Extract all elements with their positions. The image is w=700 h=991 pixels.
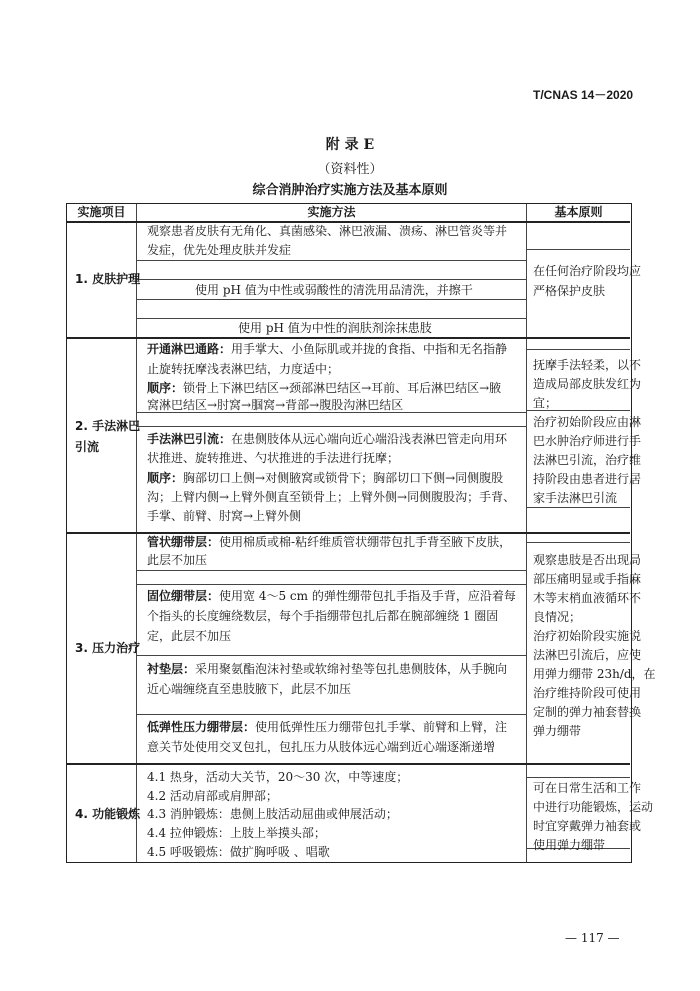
method-line: 使用 pH 值为中性的润肤剂涂抹患肢 bbox=[238, 321, 432, 335]
table-title: 综合消肿治疗实施方法及基本原则 bbox=[252, 183, 448, 198]
header-method: 实施方法 bbox=[307, 205, 356, 219]
method-text: 锁骨上下淋巴结区→颈部淋巴结区→耳前、耳后淋巴结区→腋 bbox=[183, 381, 502, 395]
principle-line: 时宜穿戴弹力袖套或 bbox=[533, 819, 642, 833]
method-line: 4.5 呼吸锻炼：做扩胸呼吸 、唱歌 bbox=[147, 845, 330, 859]
method-line: 手掌、前臂、肘窝→上臂外侧 bbox=[147, 509, 302, 523]
principle-line: 造成局部皮肤发红为 bbox=[533, 377, 642, 391]
principle-line: 中进行功能锻炼，运动 bbox=[533, 800, 654, 814]
principle-line: 弹力绷带 bbox=[533, 724, 582, 738]
header-item: 实施项目 bbox=[77, 205, 126, 219]
appendix-title: 附 录 E bbox=[325, 137, 375, 153]
method-text: 使用宽 4～5 cm 的弹性绷带包扎手指及手背，应沿着每 bbox=[219, 589, 516, 603]
method-label: 顺序： bbox=[147, 381, 184, 395]
method-text: 用手掌大、小鱼际肌或并拢的食指、中指和无名指静 bbox=[231, 342, 508, 356]
principle-line: 法淋巴引流，治疗维 bbox=[533, 453, 642, 467]
method-line: 4.4 拉伸锻炼：上肢上举摸头部； bbox=[147, 826, 326, 840]
method-line: 近心端缠绕直至患肢腋下，此层不加压 bbox=[147, 682, 352, 696]
method-line: 状推进、旋转推进、勺状推进的手法进行抚摩； bbox=[147, 451, 400, 465]
method-line bbox=[147, 339, 507, 359]
principle-line: 宜； bbox=[533, 396, 558, 410]
method-line: 意关节处使用交叉包扎，包扎压力从肢体远心端到近心端逐渐递增 bbox=[147, 740, 496, 754]
appendix-subtitle: （资料性） bbox=[317, 162, 383, 177]
method-line: 发症，优先处理皮肤并发症 bbox=[147, 243, 292, 257]
row-item-skin-care: 1. 皮肤护理 bbox=[75, 272, 141, 286]
principle-line: 治疗初始阶段应由淋 bbox=[533, 415, 642, 429]
method-label: 管状绷带层： bbox=[147, 535, 220, 549]
method-line bbox=[147, 586, 516, 606]
principle-line: 治疗维持阶段可使用 bbox=[533, 686, 642, 700]
method-line: 使用 pH 值为中性或弱酸性的清洗用品清洗，并擦干 bbox=[195, 283, 473, 297]
method-text: 胸部切口上侧→对侧腋窝或锁骨下；胸部切口下侧→同侧腹股 bbox=[183, 471, 504, 485]
method-line: 4.1 热身，活动大关节，20～30 次，中等速度； bbox=[147, 770, 409, 784]
method-line: 定，此层不加压 bbox=[147, 629, 232, 643]
header-principle: 基本原则 bbox=[554, 205, 603, 219]
method-line: 窝淋巴结区→肘窝→腘窝→背部→腹股沟淋巴结区 bbox=[147, 398, 404, 412]
method-text: 采用聚氨酯泡沫衬垫或软绵衬垫等包扎患侧肢体，从手腕向 bbox=[195, 662, 508, 676]
method-text: 在患侧肢体从远心端向近心端沿浅表淋巴管走向用环 bbox=[231, 432, 508, 446]
methods-table bbox=[66, 203, 656, 863]
principle-line: 部压痛明显或手指麻 bbox=[533, 572, 642, 586]
method-line: 沟；上臂内侧→上臂外侧直至锁骨上；上臂外侧→同侧腹股沟；手背、 bbox=[147, 490, 516, 504]
method-line: 4.3 消肿锻炼：患侧上肢活动屈曲或伸展活动； bbox=[147, 807, 398, 821]
row-divider bbox=[67, 763, 630, 765]
method-line: 止旋转抚摩浅表淋巴结，力度适中； bbox=[147, 362, 340, 376]
method-label: 开通淋巴通路： bbox=[147, 342, 232, 356]
principle-line: 家手法淋巴引流 bbox=[533, 491, 618, 505]
principle-line: 观察患肢是否出现局 bbox=[533, 553, 642, 567]
sub-divider bbox=[527, 542, 630, 543]
method-text: 使用低弹性压力绷带包扎手掌、前臂和上臂，注 bbox=[255, 720, 508, 734]
method-line: 个指头的长度缠绕数层，每个手指绷带包扎后都在腕部缠绕 1 圈固 bbox=[147, 609, 499, 623]
principle-line: 在任何治疗阶段均应 bbox=[533, 264, 642, 278]
method-line: 4.2 活动肩部或肩胛部； bbox=[147, 789, 278, 803]
method-line bbox=[147, 532, 511, 552]
method-line bbox=[147, 717, 507, 737]
row-item-lymph-drainage-2: 引流 bbox=[75, 440, 100, 454]
method-line bbox=[147, 429, 507, 449]
principle-line: 可在日常生活和工作 bbox=[533, 781, 642, 795]
method-label: 顺序： bbox=[147, 471, 184, 485]
method-line: 此层不加压 bbox=[147, 553, 208, 567]
row-item-lymph-drainage: 2. 手法淋巴 bbox=[75, 419, 141, 433]
method-line: 观察患者皮肤有无角化、真菌感染、淋巴液漏、溃疡、淋巴管炎等并 bbox=[147, 224, 508, 238]
principle-line: 严格保护皮肤 bbox=[533, 284, 606, 298]
sub-divider bbox=[137, 714, 526, 715]
principle-line: 定制的弹力袖套替换 bbox=[533, 705, 642, 719]
sub-divider bbox=[527, 349, 630, 350]
principle-line: 治疗初始阶段实施说 bbox=[533, 629, 642, 643]
row-item-exercise: 4. 功能锻炼 bbox=[75, 807, 141, 821]
page-number: — 117 — bbox=[565, 931, 620, 945]
method-label: 低弹性压力绷带层： bbox=[147, 720, 256, 734]
method-line bbox=[147, 659, 507, 679]
principle-line: 用弹力绷带 23h/d，在 bbox=[533, 667, 656, 681]
principle-line: 木等末梢血液循环不 bbox=[533, 591, 642, 605]
method-line bbox=[147, 468, 503, 488]
sub-divider bbox=[137, 260, 526, 261]
principle-line: 使用弹力绷带 bbox=[533, 838, 606, 852]
sub-divider bbox=[137, 570, 526, 571]
row-item-compression: 3. 压力治疗 bbox=[75, 641, 141, 655]
principle-line: 法淋巴引流后，应使 bbox=[533, 648, 642, 662]
sub-divider bbox=[527, 249, 630, 250]
method-label: 衬垫层： bbox=[147, 662, 196, 676]
principle-line: 良情况； bbox=[533, 610, 582, 624]
method-label: 手法淋巴引流： bbox=[147, 432, 232, 446]
method-label: 固位绷带层： bbox=[147, 589, 220, 603]
standard-code: T/CNAS 14－2020 bbox=[533, 88, 634, 102]
principle-line: 抚摩手法轻柔，以不 bbox=[533, 358, 642, 372]
sub-divider bbox=[137, 584, 526, 585]
method-text: 使用棉质或棉-粘纤维质管状绷带包扎手背至腋下皮肤， bbox=[219, 535, 512, 549]
sub-divider bbox=[137, 655, 526, 656]
sub-divider bbox=[137, 426, 526, 427]
principle-line: 持阶段由患者进行居 bbox=[533, 472, 642, 486]
principle-line: 巴水肿治疗师进行手 bbox=[533, 434, 642, 448]
